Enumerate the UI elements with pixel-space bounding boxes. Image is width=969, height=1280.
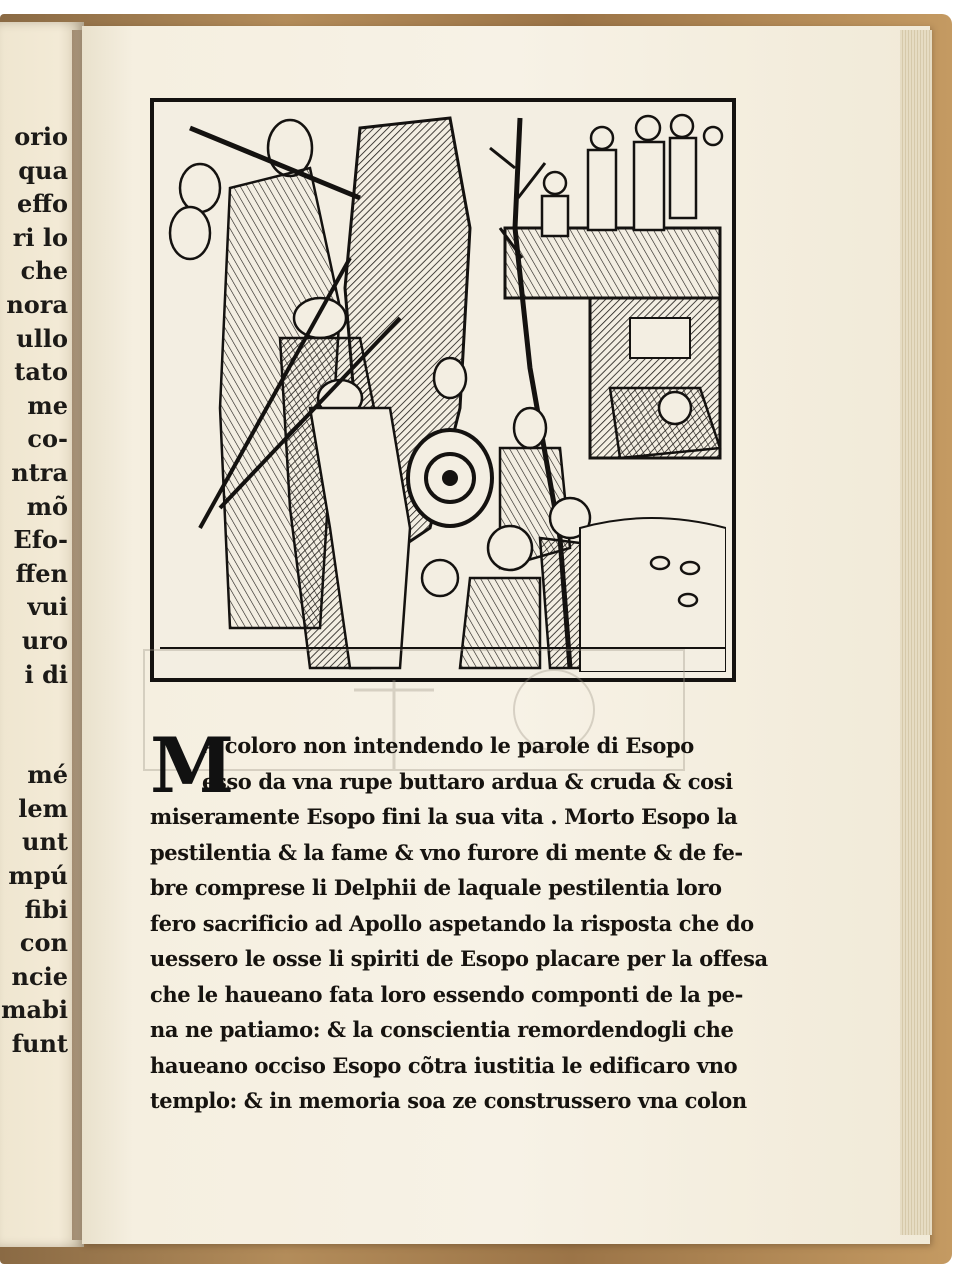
left-line: uro xyxy=(21,625,68,655)
text-line: esso da vna rupe buttaro ardua & cruda & cosi xyxy=(202,768,733,794)
left-line: ffen xyxy=(15,558,68,588)
left-line: effo xyxy=(17,189,68,219)
left-line: ncie xyxy=(11,961,68,991)
left-line: nora xyxy=(6,289,68,319)
text-line: miseramente Esopo fini la sua vita . Morto Esopo la xyxy=(150,804,738,829)
left-line: tato xyxy=(14,357,68,387)
left-line: mpú xyxy=(8,861,68,891)
balcony xyxy=(505,228,720,298)
left-line: i di xyxy=(24,659,68,689)
left-line: ullo xyxy=(16,323,68,353)
left-line: lem xyxy=(18,793,68,823)
text-line: uessero le osse li spiriti de Esopo placare per la offesa xyxy=(150,946,768,971)
text-line: pestilentia & la fame & vno furore di mente & de fe‑ xyxy=(150,839,743,865)
woodcut-scene xyxy=(160,108,726,672)
page-edges xyxy=(900,30,932,1235)
left-line: unt xyxy=(22,827,68,857)
left-line xyxy=(0,691,80,725)
left-line: qua xyxy=(18,155,68,185)
text-line: che le haueano fata loro essendo componti de la pe‑ xyxy=(150,981,743,1007)
left-line: funt xyxy=(11,1029,68,1059)
left-line: me xyxy=(27,390,68,420)
drop-cap: M xyxy=(150,721,234,810)
left-line: mé xyxy=(27,760,68,790)
left-line: con xyxy=(19,928,68,958)
left-line: vui xyxy=(27,592,68,622)
left-line: mabi xyxy=(1,995,68,1025)
text-line: bre comprese li Delphii de laquale pestilentia loro xyxy=(150,875,722,900)
text-line: na ne patiamo: & la conscientia remordendogli che xyxy=(150,1017,734,1042)
left-line: mõ xyxy=(26,491,68,521)
text-line: fero sacrificio ad Apollo aspetando la risposta che do xyxy=(150,910,754,936)
left-line: co‑ xyxy=(27,424,68,454)
left-line: che xyxy=(20,256,68,286)
left-line: Efo‑ xyxy=(13,525,68,555)
page-body-text xyxy=(150,721,768,1119)
left-line: orio xyxy=(14,122,68,151)
left-line: fibi xyxy=(24,894,68,924)
text-line: haueano occiso Esopo cõtra iustitia le edificaro vno xyxy=(150,1052,738,1078)
left-line xyxy=(0,725,80,759)
left-line: ntra xyxy=(11,457,68,487)
shield xyxy=(408,430,492,526)
woodcut-illustration xyxy=(150,98,736,682)
text-line: A coloro non intendendo le parole di Esopo xyxy=(202,733,694,758)
text-line: templo: & in memoria soa ze construssero vna colon xyxy=(150,1088,747,1113)
left-line: ri lo xyxy=(12,222,68,252)
left-page-text xyxy=(0,120,80,1061)
